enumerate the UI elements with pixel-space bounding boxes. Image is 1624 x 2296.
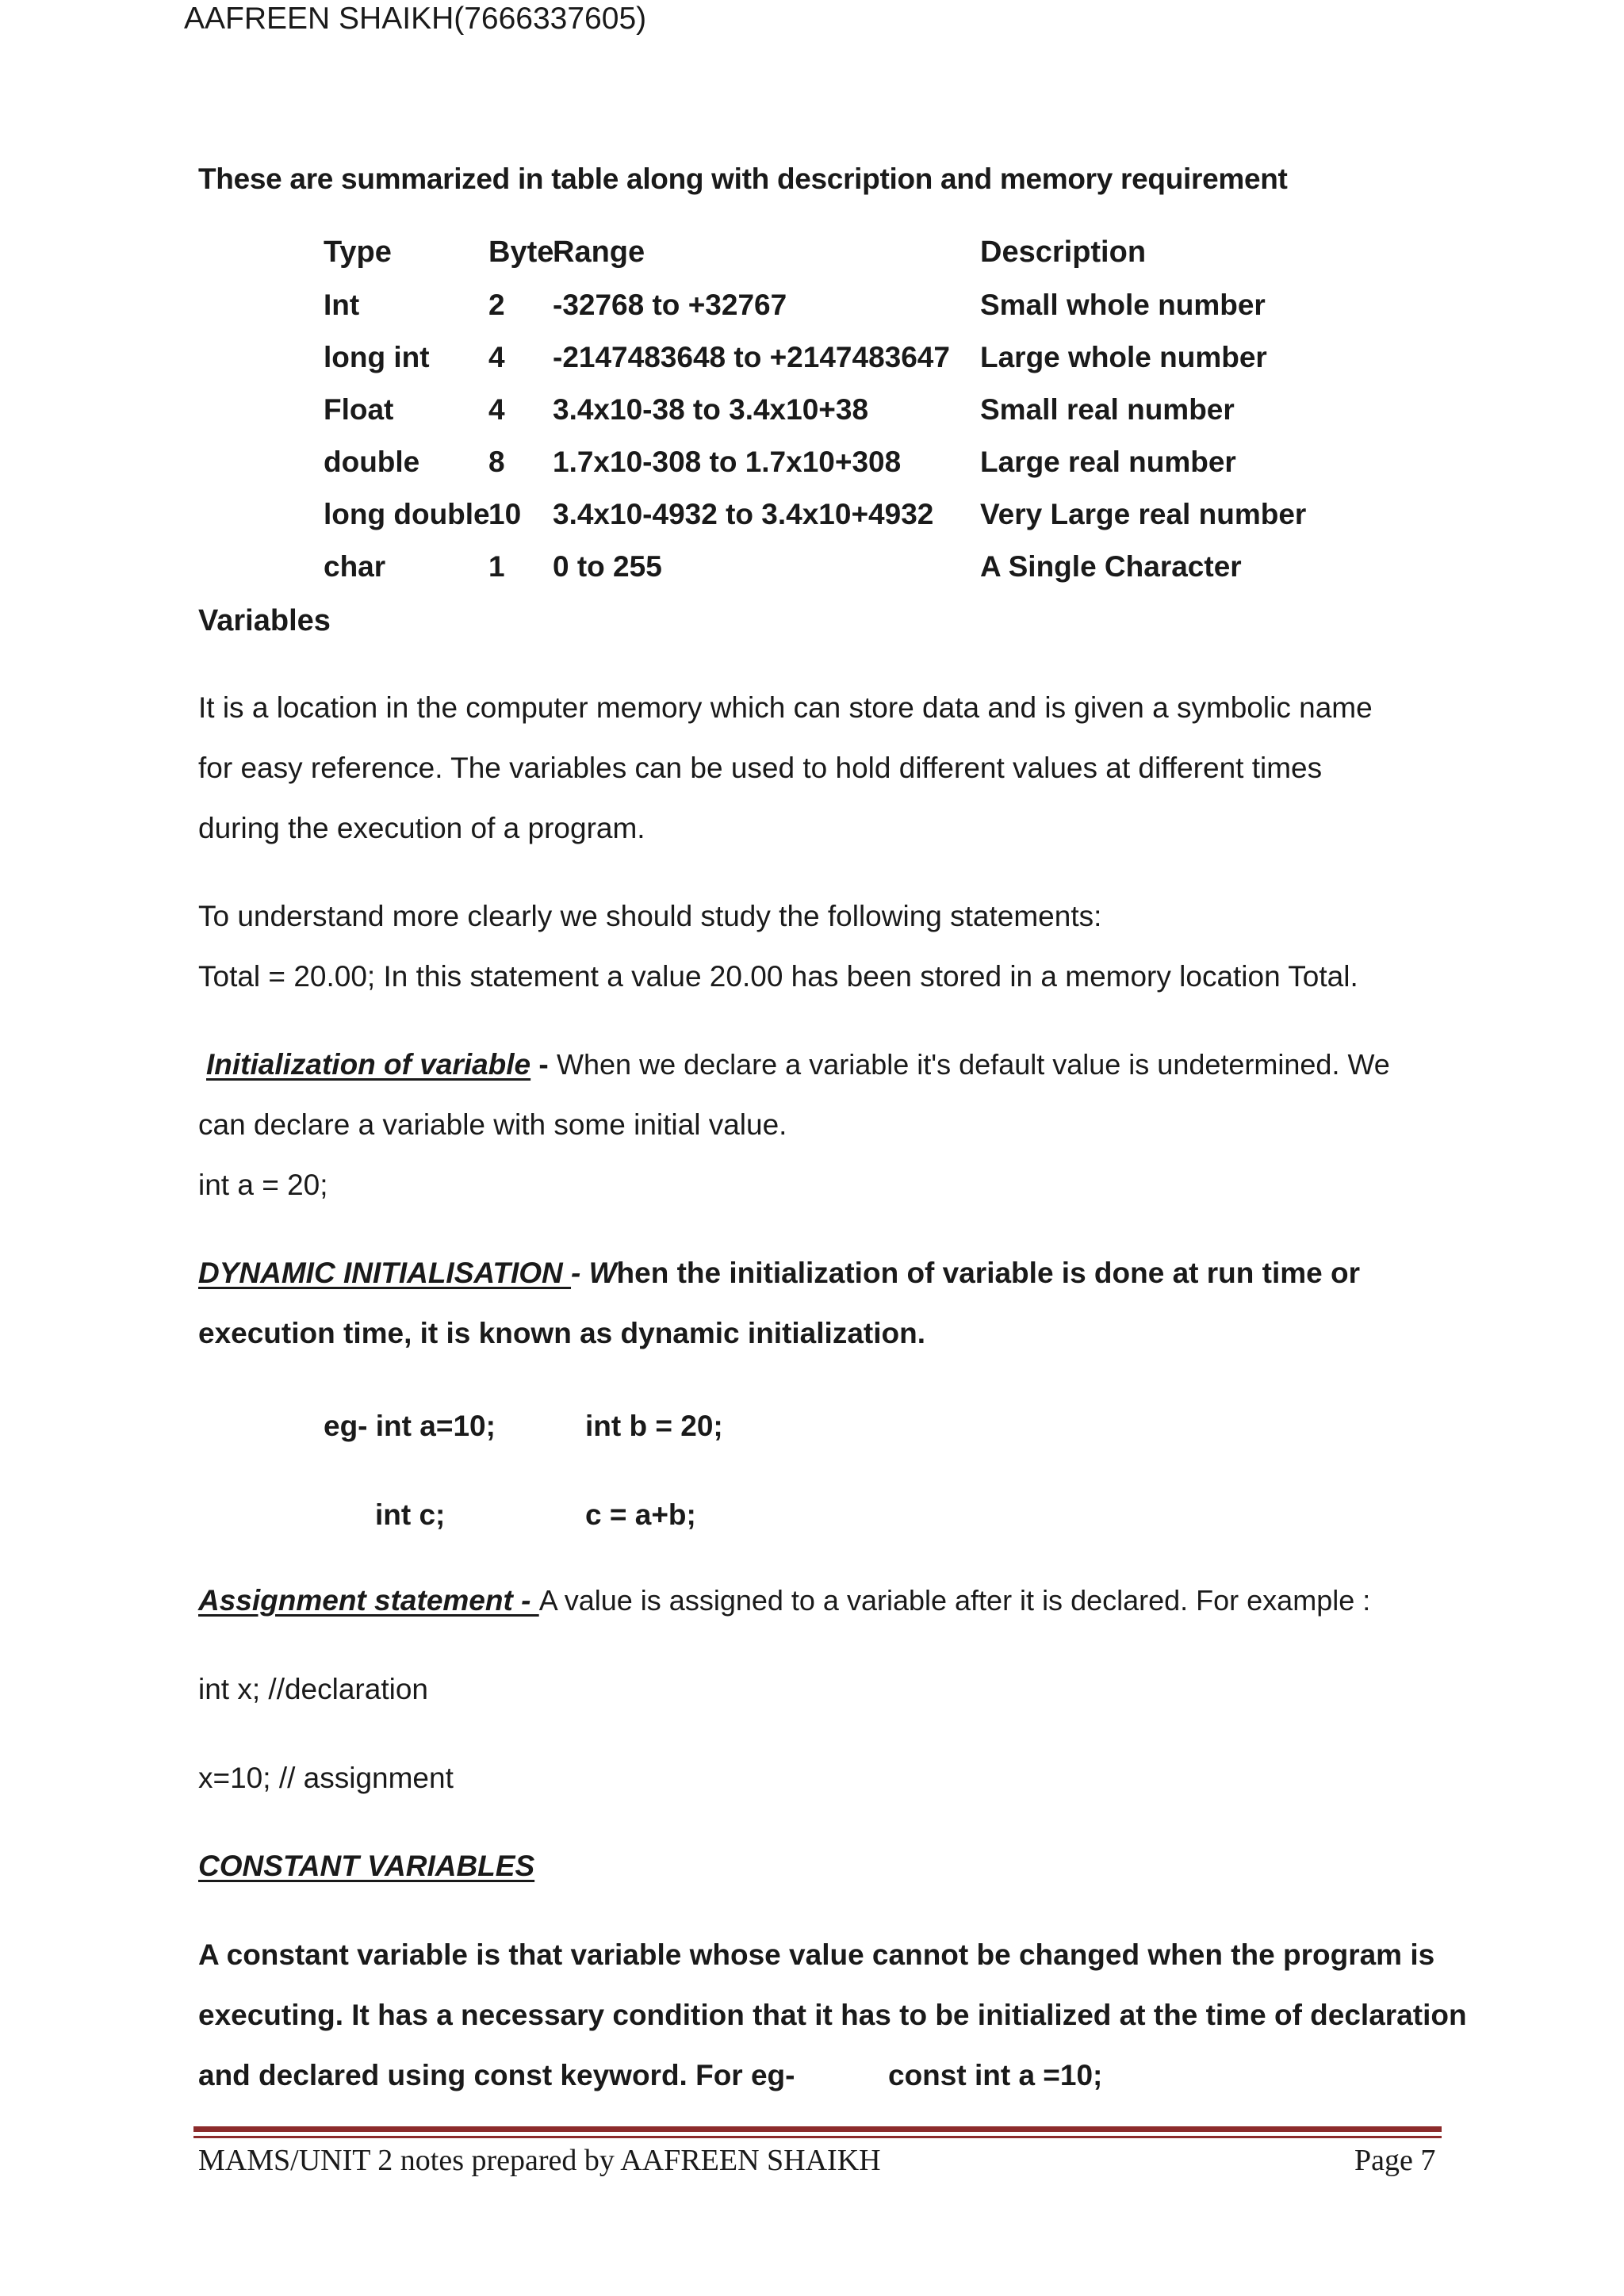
table-cell-description: A Single Character — [980, 550, 1242, 583]
assignment-text: A value is assigned to a variable after it is declared. For example : — [538, 1584, 1371, 1617]
initialization-example: int a = 20; — [198, 1169, 328, 1201]
table-cell-type: double — [324, 446, 420, 478]
table-intro: These are summarized in table along with description and memory requirement — [198, 163, 1288, 195]
table-cell-byte: 4 — [488, 393, 505, 426]
variables-definition-line: for easy reference. The variables can be used to hold different values at different times — [198, 752, 1323, 784]
constant-heading: CONSTANT VARIABLES — [198, 1850, 535, 1882]
table-cell-description: Small whole number — [980, 289, 1266, 321]
dynamic-line — [198, 1257, 1360, 1290]
table-cell-range: 3.4x10-4932 to 3.4x10+4932 — [553, 498, 934, 530]
total-example-line: Total = 20.00; In this statement a value 20.00 has been stored in a memory location Total. — [198, 960, 1358, 993]
table-cell-byte: 8 — [488, 446, 505, 478]
table-cell-byte: 2 — [488, 289, 505, 321]
table-cell-type: Float — [324, 393, 394, 426]
initialization-title: Initialization of variable — [206, 1048, 531, 1081]
dynamic-dash: - W — [571, 1257, 617, 1289]
table-cell-range: -32768 to +32767 — [553, 289, 787, 321]
table-cell-byte: 10 — [488, 498, 522, 530]
code-line: int b = 20; — [585, 1410, 723, 1442]
assignment-line — [198, 1584, 1370, 1617]
initialization-dash: - — [530, 1048, 557, 1081]
constant-text-line: and declared using const keyword. For eg- — [198, 2059, 795, 2091]
col-header-range: Range — [553, 235, 645, 269]
table-cell-type: char — [324, 550, 386, 583]
dynamic-title: DYNAMIC INITIALISATION — [198, 1257, 572, 1289]
footer-text: MAMS/UNIT 2 notes prepared by AAFREEN SHAIKH — [198, 2144, 881, 2177]
dynamic-text: hen the initialization of variable is done at run time or — [616, 1257, 1361, 1289]
code-line: c = a+b; — [585, 1498, 696, 1531]
table-cell-description: Very Large real number — [980, 498, 1307, 530]
table-cell-description: Large whole number — [980, 341, 1267, 373]
assignment-code-declaration: int x; //declaration — [198, 1673, 428, 1705]
table-cell-range: 0 to 255 — [553, 550, 662, 583]
initialization-text-line2: can declare a variable with some initial value. — [198, 1108, 787, 1141]
table-cell-byte: 1 — [488, 550, 505, 583]
initialization-line — [198, 1048, 1390, 1081]
table-cell-range: 1.7x10-308 to 1.7x10+308 — [553, 446, 902, 478]
constant-example: const int a =10; — [888, 2059, 1103, 2091]
variables-definition-line: It is a location in the computer memory which can store data and is given a symbolic name — [198, 691, 1373, 724]
table-cell-range: 3.4x10-38 to 3.4x10+38 — [553, 393, 869, 426]
assignment-title: Assignment statement - — [198, 1584, 539, 1617]
variables-definition-line: during the execution of a program. — [198, 812, 645, 844]
code-line: int c; — [375, 1498, 446, 1531]
constant-text-line: executing. It has a necessary condition that it has to be initialized at the time of declaration — [198, 1999, 1467, 2031]
assignment-code-assignment: x=10; // assignment — [198, 1762, 454, 1794]
table-cell-type: long double — [324, 498, 490, 530]
initialization-text: When we declare a variable it's default value is undetermined. We — [557, 1048, 1390, 1081]
table-cell-type: long int — [324, 341, 430, 373]
constant-text-line: A constant variable is that variable whose value cannot be changed when the program is — [198, 1938, 1435, 1971]
dynamic-text-line2: execution time, it is known as dynamic initialization. — [198, 1317, 925, 1349]
table-cell-description: Small real number — [980, 393, 1235, 426]
table-cell-type: Int — [324, 289, 360, 321]
code-line: eg- int a=10; — [324, 1410, 496, 1442]
table-cell-description: Large real number — [980, 446, 1236, 478]
footer-rule-thin — [193, 2136, 1442, 2138]
col-header-type: Type — [324, 235, 392, 269]
table-cell-byte: 4 — [488, 341, 505, 373]
footer-rule — [193, 2126, 1442, 2132]
understand-line: To understand more clearly we should study the following statements: — [198, 900, 1102, 932]
variables-heading: Variables — [198, 604, 331, 637]
col-header-description: Description — [980, 235, 1147, 269]
table-cell-range: -2147483648 to +2147483647 — [553, 341, 950, 373]
col-header-byte: Byte — [488, 235, 554, 269]
header-author: AAFREEN SHAIKH(7666337605) — [184, 2, 647, 36]
page-number: Page 7 — [1354, 2144, 1436, 2177]
